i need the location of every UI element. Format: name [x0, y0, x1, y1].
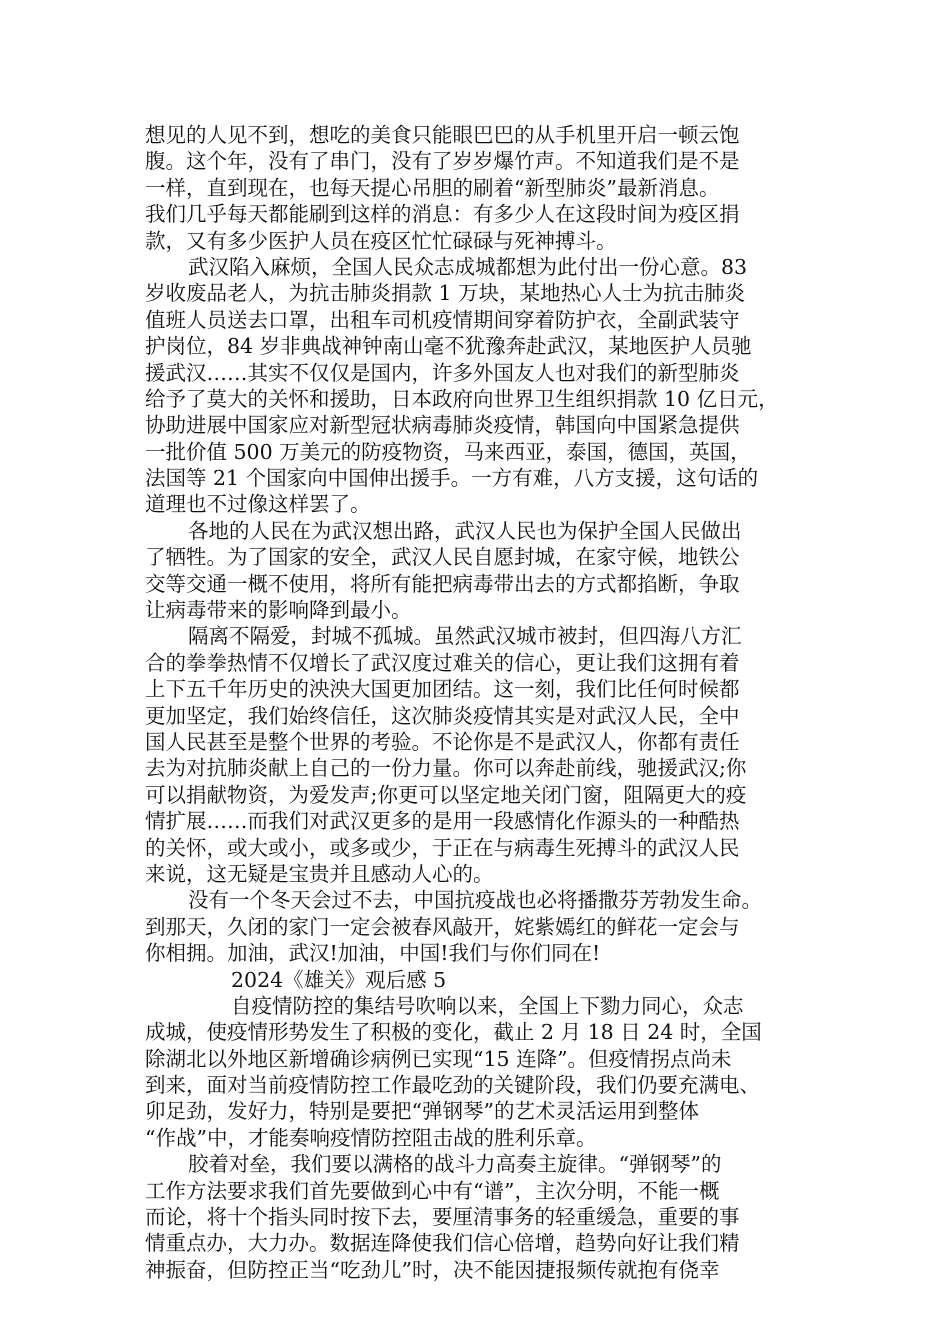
text-line: 给予了莫大的关怀和援助，日本政府向世界卫生组织捐款 10 亿日元，: [145, 386, 779, 411]
text-line: 交等交通一概不使用，将所有能把病毒带出去的方式都掐断，争取: [145, 571, 740, 596]
document-page: [145, 122, 810, 1283]
text-line: 了牺牲。为了国家的安全，武汉人民自愿封城，在家守候，地铁公: [145, 545, 740, 570]
text-line: 国人民甚至是整个世界的考验。不论你是不是武汉人，你都有责任: [145, 729, 740, 754]
text-line: 隔离不隔爱，封城不孤城。虽然武汉城市被封，但四海八方汇: [188, 624, 742, 649]
text-line: 各地的人民在为武汉想出路，武汉人民也为保护全国人民做出: [188, 518, 742, 543]
text-line: 而论，将十个指头同时按下去，要厘清事务的轻重缓急，重要的事: [145, 1205, 740, 1230]
text-line: 成城，使疫情形势发生了积极的变化，截止 2 月 18 日 24 时，全国: [145, 1020, 762, 1045]
text-line: 一样，直到现在，也每天提心吊胆的刷着“新型肺炎”最新消息。: [145, 175, 720, 200]
text-line: 情重点办，大力办。数据连降使我们信心倍增，趋势向好让我们精: [145, 1231, 740, 1256]
text-line: 的关怀，或大或小，或多或少，于正在与病毒生死搏斗的武汉人民: [145, 835, 740, 860]
text-line: 值班人员送去口罩，出租车司机疫情期间穿着防护衣，全副武装守: [145, 307, 740, 332]
text-line: 上下五千年历史的泱泱大国更加团结。这一刻，我们比任何时候都: [145, 677, 740, 702]
text-line: 合的拳拳热情不仅增长了武汉度过难关的信心，更让我们这拥有着: [145, 650, 740, 675]
text-line: 协助进展中国家应对新型冠状病毒肺炎疫情，韩国向中国紧急提供: [145, 413, 740, 438]
text-line: 更加坚定，我们始终信任，这次肺炎疫情其实是对武汉人民，全中: [145, 703, 740, 728]
text-line: 款，又有多少医护人员在疫区忙忙碌碌与死神搏斗。: [145, 228, 617, 253]
text-line: 情扩展……而我们对武汉更多的是用一段感情化作源头的一种酷热: [145, 809, 740, 834]
text-line: 胶着对垒，我们要以满格的战斗力高奏主旋律。“弹钢琴”的: [188, 1152, 722, 1177]
text-line: 腹。这个年，没有了串门，没有了岁岁爆竹声。不知道我们是不是: [145, 149, 740, 174]
text-line: “作战”中，才能奏响疫情防控阻击战的胜利乐章。: [145, 1125, 597, 1150]
text-line: 去为对抗肺炎献上自己的一份力量。你可以奔赴前线，驰援武汉;你: [145, 756, 747, 781]
text-line: 道理也不过像这样罢了。: [145, 492, 371, 517]
text-line: 你相拥。加油，武汉!加油，中国!我们与你们同在!: [145, 941, 601, 966]
text-line: 自疫情防控的集结号吹响以来，全国上下勠力同心，众志: [231, 993, 744, 1018]
text-line: 神振奋，但防控正当“吃劲儿”时，决不能因捷报频传就抱有侥幸: [145, 1257, 720, 1282]
text-line: 没有一个冬天会过不去，中国抗疫战也必将播撒芬芳勃发生命。: [188, 888, 762, 913]
text-line: 援武汉……其实不仅仅是国内，许多外国友人也对我们的新型肺炎: [145, 360, 740, 385]
text-line: 卯足劲，发好力，特别是要把“弹钢琴”的艺术灵活运用到整体: [145, 1099, 699, 1124]
text-line: 一批价值 500 万美元的防疫物资，马来西亚，泰国，德国，英国，: [145, 439, 751, 464]
section-heading: 2024《雄关》观后感 5: [231, 967, 447, 992]
text-line: 武汉陷入麻烦，全国人民众志成城都想为此付出一份心意。83: [188, 254, 748, 279]
text-line: 我们几乎每天都能刷到这样的消息：有多少人在这段时间为疫区捐: [145, 202, 740, 227]
text-line: 想见的人见不到，想吃的美食只能眼巴巴的从手机里开启一顿云饱: [145, 123, 740, 147]
text-line: 法国等 21 个国家向中国伸出援手。一方有难，八方支援，这句话的: [145, 466, 759, 491]
text-line: 护岗位，84 岁非典战神钟南山毫不犹豫奔赴武汉，某地医护人员驰: [145, 334, 752, 359]
text-line: 除湖北以外地区新增确诊病例已实现“15 连降”。但疫情拐点尚未: [145, 1046, 732, 1071]
text-line: 可以捐献物资，为爱发声;你更可以坚定地关闭门窗，阻隔更大的疫: [145, 782, 747, 807]
text-line: 到那天，久闭的家门一定会被春风敲开，姹紫嫣红的鲜花一定会与: [145, 914, 740, 939]
text-line: 到来，面对当前疫情防控工作最吃劲的关键阶段，我们仍要充满电、: [145, 1073, 760, 1098]
text-line: 让病毒带来的影响降到最小。: [145, 598, 412, 623]
text-line: 岁收废品老人，为抗击肺炎捐款 1 万块，某地热心人士为抗击肺炎: [145, 281, 746, 306]
text-line: 来说，这无疑是宝贵并且感动人心的。: [145, 861, 494, 886]
text-line: 工作方法要求我们首先要做到心中有“谱”，主次分明，不能一概: [145, 1178, 720, 1203]
